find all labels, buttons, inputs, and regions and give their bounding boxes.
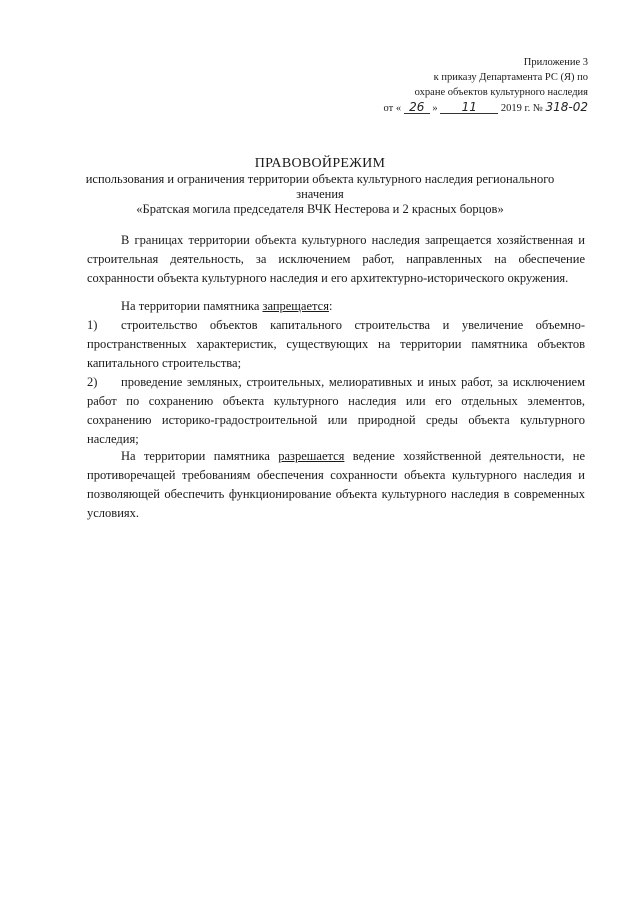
prohibited-intro-line bbox=[87, 297, 585, 316]
appendix-line-order: к приказу Департамента РС (Я) по bbox=[433, 72, 588, 83]
date-year: 2019 г. № bbox=[500, 103, 543, 114]
list-item-number: 1) bbox=[87, 318, 98, 332]
list-item bbox=[87, 373, 585, 449]
document-subtitle bbox=[70, 172, 570, 217]
paragraph-1: В границах территории объекта культурного наследия запрещается хозяйственная и строительная деятельность, за исключением работ, направленных на обеспечение сохранности объекта культурного наследия и его архитектурно-исторического окружения. bbox=[87, 233, 585, 285]
appendix-date-line bbox=[384, 100, 588, 116]
date-day: 26 bbox=[404, 101, 430, 114]
allowed-word: разрешается bbox=[278, 449, 345, 463]
prohibited-colon: : bbox=[328, 299, 333, 313]
allowed-rest: ведение хозяйственной деятельности, не противоречащей требованиям обеспечения сохранности объекта культурного наследия и позволяющей обеспечить функционирование объекта культурного наследия в современных условиях. bbox=[87, 449, 585, 520]
date-mid: » bbox=[432, 103, 438, 114]
prohibited-section bbox=[87, 297, 585, 449]
allowed-intro: На территории памятника bbox=[121, 449, 279, 463]
list-item-number: 2) bbox=[87, 375, 98, 389]
document-title: ПРАВОВОЙРЕЖИМ bbox=[254, 156, 386, 171]
list-item bbox=[87, 316, 585, 373]
date-prefix: от « bbox=[383, 103, 402, 114]
prohibited-word: запрещается bbox=[262, 299, 329, 313]
date-month: 11 bbox=[440, 101, 498, 114]
subtitle-line-3: «Братская могила председателя ВЧК Нестерова и 2 красных борцов» bbox=[136, 202, 504, 216]
appendix-number: Приложение 3 bbox=[523, 57, 588, 68]
allowed-paragraph bbox=[87, 447, 585, 523]
subtitle-line-1: использования и ограничения территории объекта культурного наследия регионального bbox=[85, 172, 555, 186]
allowed-section bbox=[87, 447, 585, 523]
prohibited-intro: На территории памятника bbox=[121, 299, 263, 313]
list-item-text: проведение земляных, строительных, мелиоративных и иных работ, за исключением работ по сохранению объекта культурного наследия или его отдельных элементов, сохранению историко-градостроительной или природной среды объекта культурного наследия; bbox=[87, 375, 585, 446]
appendix-line-department: охране объектов культурного наследия bbox=[414, 87, 588, 98]
order-number: 318-02 bbox=[545, 100, 588, 114]
list-item-text: строительство объектов капитального строительства и увеличение объемно-пространственных характеристик, существующих на территории памятника объектов капитального строительства; bbox=[87, 318, 585, 370]
appendix-header bbox=[384, 55, 588, 116]
paragraph-restrictions bbox=[87, 231, 585, 288]
subtitle-line-2: значения bbox=[296, 187, 344, 201]
